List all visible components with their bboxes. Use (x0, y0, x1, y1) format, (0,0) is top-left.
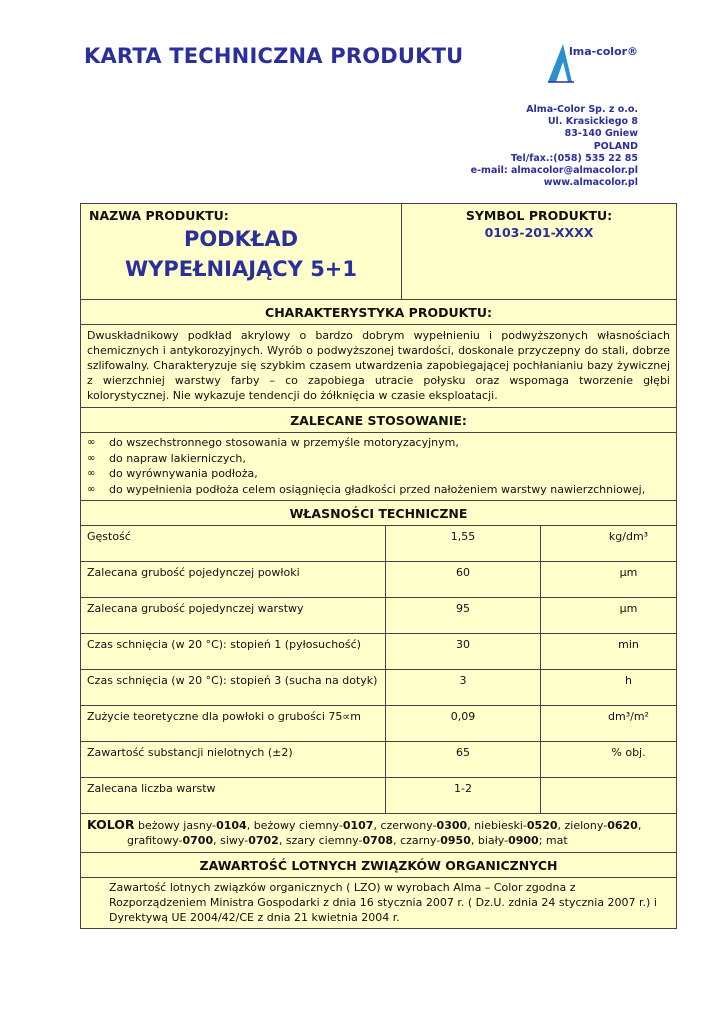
property-unit: µm (619, 566, 638, 579)
list-item: ∞ do wypełnienia podłoża celem osiągnięcia gładkości przed nałożeniem warstwy nawierzchniowej, (87, 482, 646, 496)
color-item: biały-0900 (477, 834, 539, 847)
property-unit: % obj. (611, 746, 646, 759)
color-item: siwy-0702, (220, 834, 283, 847)
color-line-2 (87, 833, 670, 848)
color-item: grafitowy-0700, (127, 834, 217, 847)
property-value: 60 (386, 562, 541, 598)
bullet-icon: ∞ (87, 483, 96, 495)
color-item: zielony-0620, (564, 819, 642, 832)
company-city: 83-140 Gniew (564, 128, 638, 140)
company-website[interactable]: www.almacolor.pl (543, 177, 638, 189)
product-symbol-cell (402, 204, 676, 299)
property-value: 30 (386, 634, 541, 670)
color-item: beżowy ciemny-0107, (253, 819, 377, 832)
logo-text: lma-color® (569, 45, 639, 58)
product-name-line2: WYPEŁNIAJĄCY 5+1 (124, 257, 358, 281)
table-row (81, 526, 676, 562)
recommended-list (81, 433, 676, 501)
product-symbol-label: SYMBOL PRODUKTU: (465, 208, 613, 223)
recommended-heading: ZALECANE STOSOWANIE: (81, 408, 676, 433)
color-item: niebieski-0520, (474, 819, 562, 832)
bullet-icon: ∞ (87, 452, 96, 464)
color-item: szary ciemny-0708, (285, 834, 397, 847)
company-contact (471, 104, 638, 189)
list-item: ∞ do napraw lakierniczych, (87, 451, 246, 465)
characteristics-heading: CHARAKTERYSTYKA PRODUKTU: (81, 300, 676, 325)
company-phone: Tel/fax.:(058) 535 22 85 (510, 152, 638, 164)
property-value: 95 (386, 598, 541, 634)
property-name: Gęstość (81, 526, 386, 562)
color-finish: ; mat (538, 834, 568, 847)
list-item: ∞ do wyrównywania podłoża, (87, 467, 258, 480)
property-name: Czas schnięcia (w 20 °C): stopień 1 (pyłosuchość) (81, 634, 386, 670)
property-name: Zużycie teoretyczne dla powłoki o grubości 75∝m (81, 706, 386, 742)
property-unit: h (625, 674, 632, 687)
property-name: Zalecana grubość pojedynczej powłoki (81, 562, 386, 598)
technical-table (81, 526, 676, 814)
product-name-label: NAZWA PRODUKTU: (89, 208, 229, 223)
table-row (81, 742, 676, 778)
property-value: 65 (386, 742, 541, 778)
product-name-line1: PODKŁAD (183, 227, 299, 251)
property-name: Czas schnięcia (w 20 °C): stopień 3 (sucha na dotyk) (81, 670, 386, 706)
bullet-icon: ∞ (87, 468, 96, 479)
property-unit: min (618, 638, 639, 651)
property-value: 1,55 (386, 526, 541, 562)
table-row (81, 634, 676, 670)
company-name: Alma-Color Sp. z o.o. (526, 104, 638, 115)
color-label: KOLOR (87, 817, 135, 832)
company-street: Ul. Krasickiego 8 (547, 116, 638, 128)
product-name-cell (81, 204, 402, 299)
table-row (81, 778, 676, 814)
color-item: beżowy jasny-0104, (138, 819, 251, 832)
voc-heading: ZAWARTOŚĆ LOTNYCH ZWIĄZKÓW ORGANICZNYCH (81, 853, 676, 878)
table-row (81, 670, 676, 706)
product-symbol-value: 0103-201-XXXX (484, 225, 594, 240)
voc-text: Zawartość lotnych związków organicznych ( LZO) w wyrobach Alma – Color zgodna z Rozporządzeniem Ministra Gospodarki z dnia 16 stycznia 2007 r. ( Dz.U. zdnia 24 stycznia 2007 r.) i Dyrektywą UE 2004/42/CE z dnia 21 kwietnia 2004 r. (109, 881, 657, 924)
table-row (81, 598, 676, 634)
company-country: POLAND (593, 140, 638, 152)
list-item: ∞ do wszechstronnego stosowania w przemyśle motoryzacyjnym, (87, 436, 459, 449)
property-name: Zawartość substancji nielotnych (±2) (81, 742, 386, 778)
property-name: Zalecana liczba warstw (81, 778, 386, 814)
table-row (81, 562, 676, 598)
color-item: czerwony-0300, (380, 819, 471, 832)
product-header-row (81, 204, 676, 300)
property-value: 1-2 (386, 778, 541, 814)
bullet-icon: ∞ (87, 437, 96, 448)
property-unit: µm (619, 602, 638, 615)
property-name: Zalecana grubość pojedynczej warstwy (81, 598, 386, 634)
color-section (81, 814, 676, 853)
document-title: KARTA TECHNICZNA PRODUKTU (84, 44, 464, 68)
technical-heading: WŁASNOŚCI TECHNICZNE (81, 501, 676, 526)
table-row (81, 706, 676, 742)
product-sheet (80, 203, 677, 929)
company-email[interactable]: e-mail: almacolor@almacolor.pl (470, 165, 638, 177)
property-unit: kg/dm³ (608, 530, 649, 543)
color-item: czarny-0950, (400, 834, 475, 847)
characteristics-text: Dwuskładnikowy podkład akrylowy o bardzo dobrym wypełnieniu i podwyższonych własnościach chemicznych i antykorozyjnych. Wyrób o podwyższonej twardości, doskonale przyczepny do stali, dobrze szlifowalny. Charakteryzuje się szybkim czasem utwardzenia zapobiegającej pochłanianiu bazy żywicznej z wierzchniej warstwy farby – co zapobiega utracie połysku oraz wspomaga tworzenie głębi kolorystycznej. Nie wykazuje tendencji do żółknięcia w czasie eksploatacji. (81, 325, 676, 408)
property-value: 0,09 (386, 706, 541, 742)
property-unit: dm³/m² (608, 710, 649, 723)
product-name (81, 224, 401, 284)
property-value: 3 (386, 670, 541, 706)
